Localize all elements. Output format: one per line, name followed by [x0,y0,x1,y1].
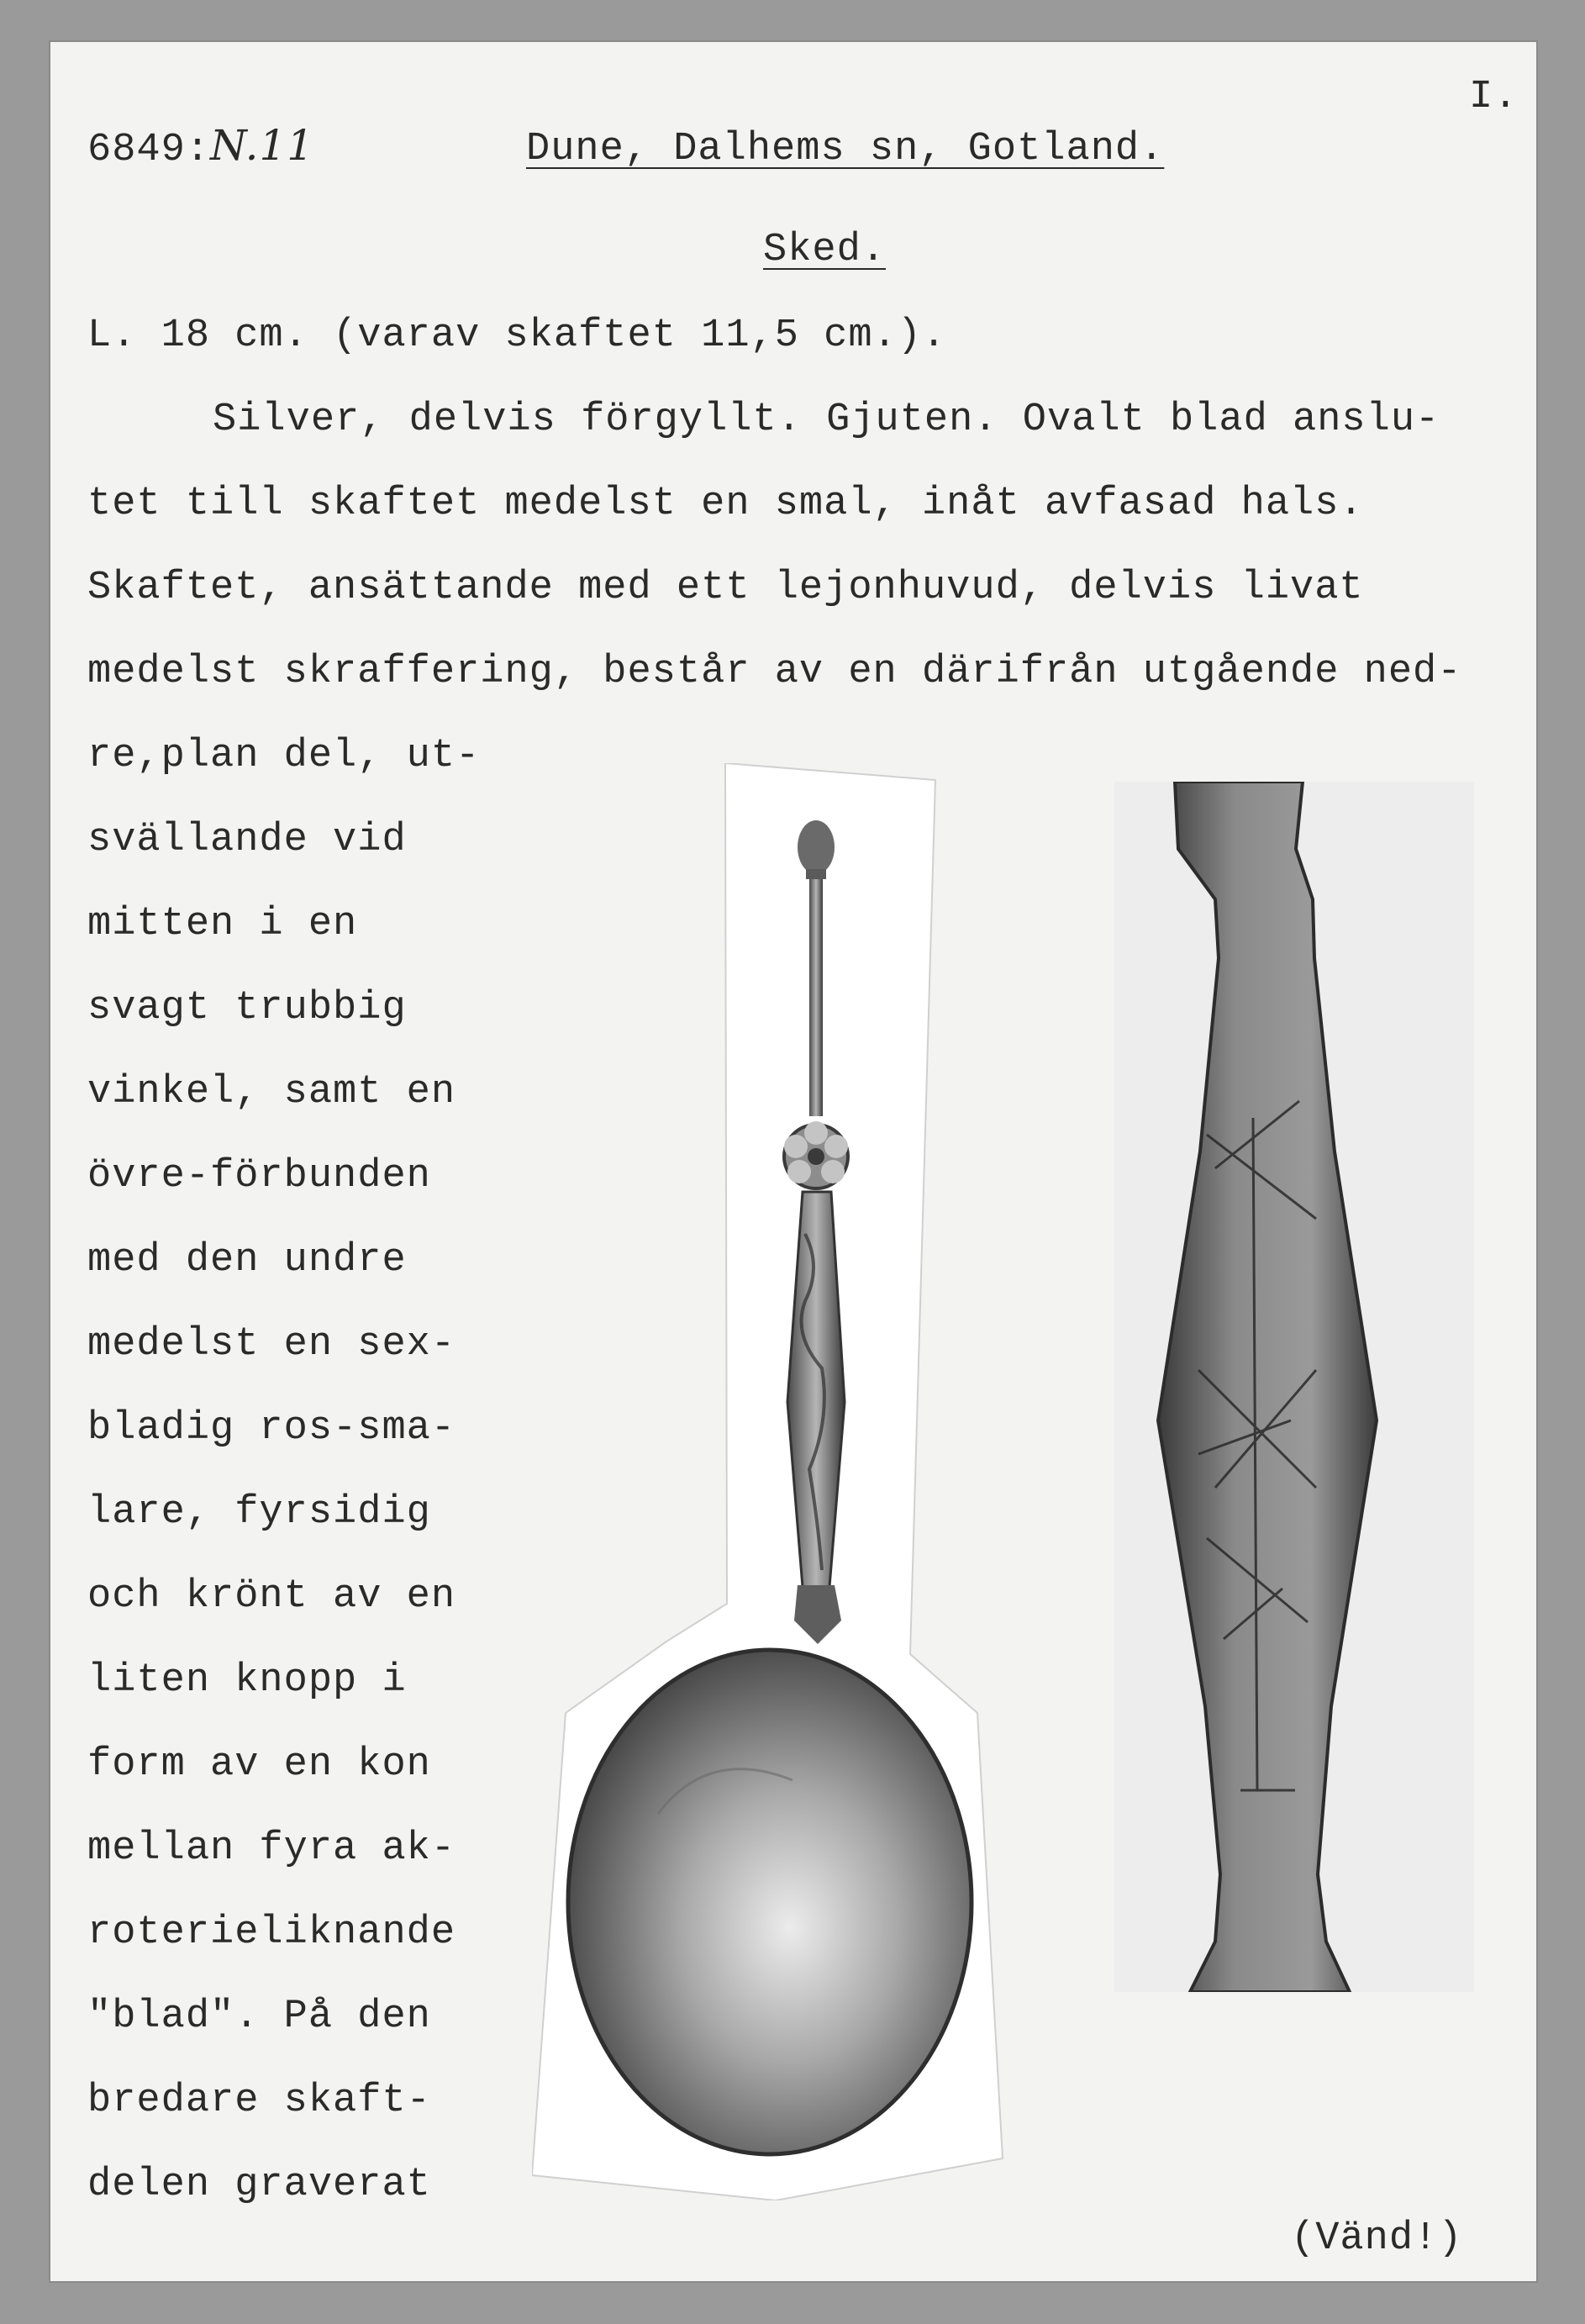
catalog-card [49,40,1538,2283]
engraved-handle-closeup [1114,782,1474,1992]
description-narrow-line: med den undre [87,1238,407,1283]
description-narrow-line: och krönt av en [87,1574,456,1619]
description-narrow-line: bredare skaft- [87,2079,431,2123]
description-narrow-line: mellan fyra ak- [87,1826,456,1871]
spoon-photograph [532,763,1053,2200]
description-narrow-line: medelst en sex- [87,1322,456,1367]
description-narrow-line: svagt trubbig [87,986,407,1030]
description-narrow-line: bladig ros-sma- [87,1406,456,1451]
description-line: tet till skaftet medelst en smal, inåt avfasad hals. [87,482,1364,526]
description-narrow-line: mitten i en [87,902,358,946]
location-title: Dune, Dalhems sn, Gotland. [526,127,1165,171]
catalog-number: 6849:N.11 [87,121,315,172]
spoon-knob-collar [806,869,826,879]
turn-over-note: (Vänd!) [1291,2216,1463,2261]
description-narrow-line: re,plan del, ut- [87,734,481,778]
description-line: medelst skraffering, består av en därifrån utgående ned- [87,650,1462,694]
object-title: Sked. [763,228,887,272]
description-narrow-line: vinkel, samt en [87,1070,456,1115]
measurements: L. 18 cm. (varav skaftet 11,5 cm.). [87,314,947,358]
description-narrow-line: "blad". På den [87,1995,431,2039]
description-line: Skaftet, ansättande med ett lejonhuvud, delvis livat [87,566,1364,610]
description-narrow-line: form av en kon [87,1742,431,1787]
description-narrow-line: övre-förbunden [87,1154,431,1199]
description-narrow-line: liten knopp i [87,1658,407,1703]
spoon-bowl [568,1650,972,2154]
spoon-thin-stem [809,864,823,1116]
description-narrow-line: delen graverat [87,2163,431,2207]
spoon-finial-knob [798,820,835,874]
description-narrow-line: svällande vid [87,818,407,862]
description-narrow-line: lare, fyrsidig [87,1490,431,1535]
handwritten-catalog-mark: N.11 [210,121,315,170]
description-line: Silver, delvis förgyllt. Gjuten. Ovalt blad anslu- [213,398,1440,442]
description-narrow-line: roterieliknande [87,1910,456,1955]
sheet-number: I. [1469,75,1519,119]
